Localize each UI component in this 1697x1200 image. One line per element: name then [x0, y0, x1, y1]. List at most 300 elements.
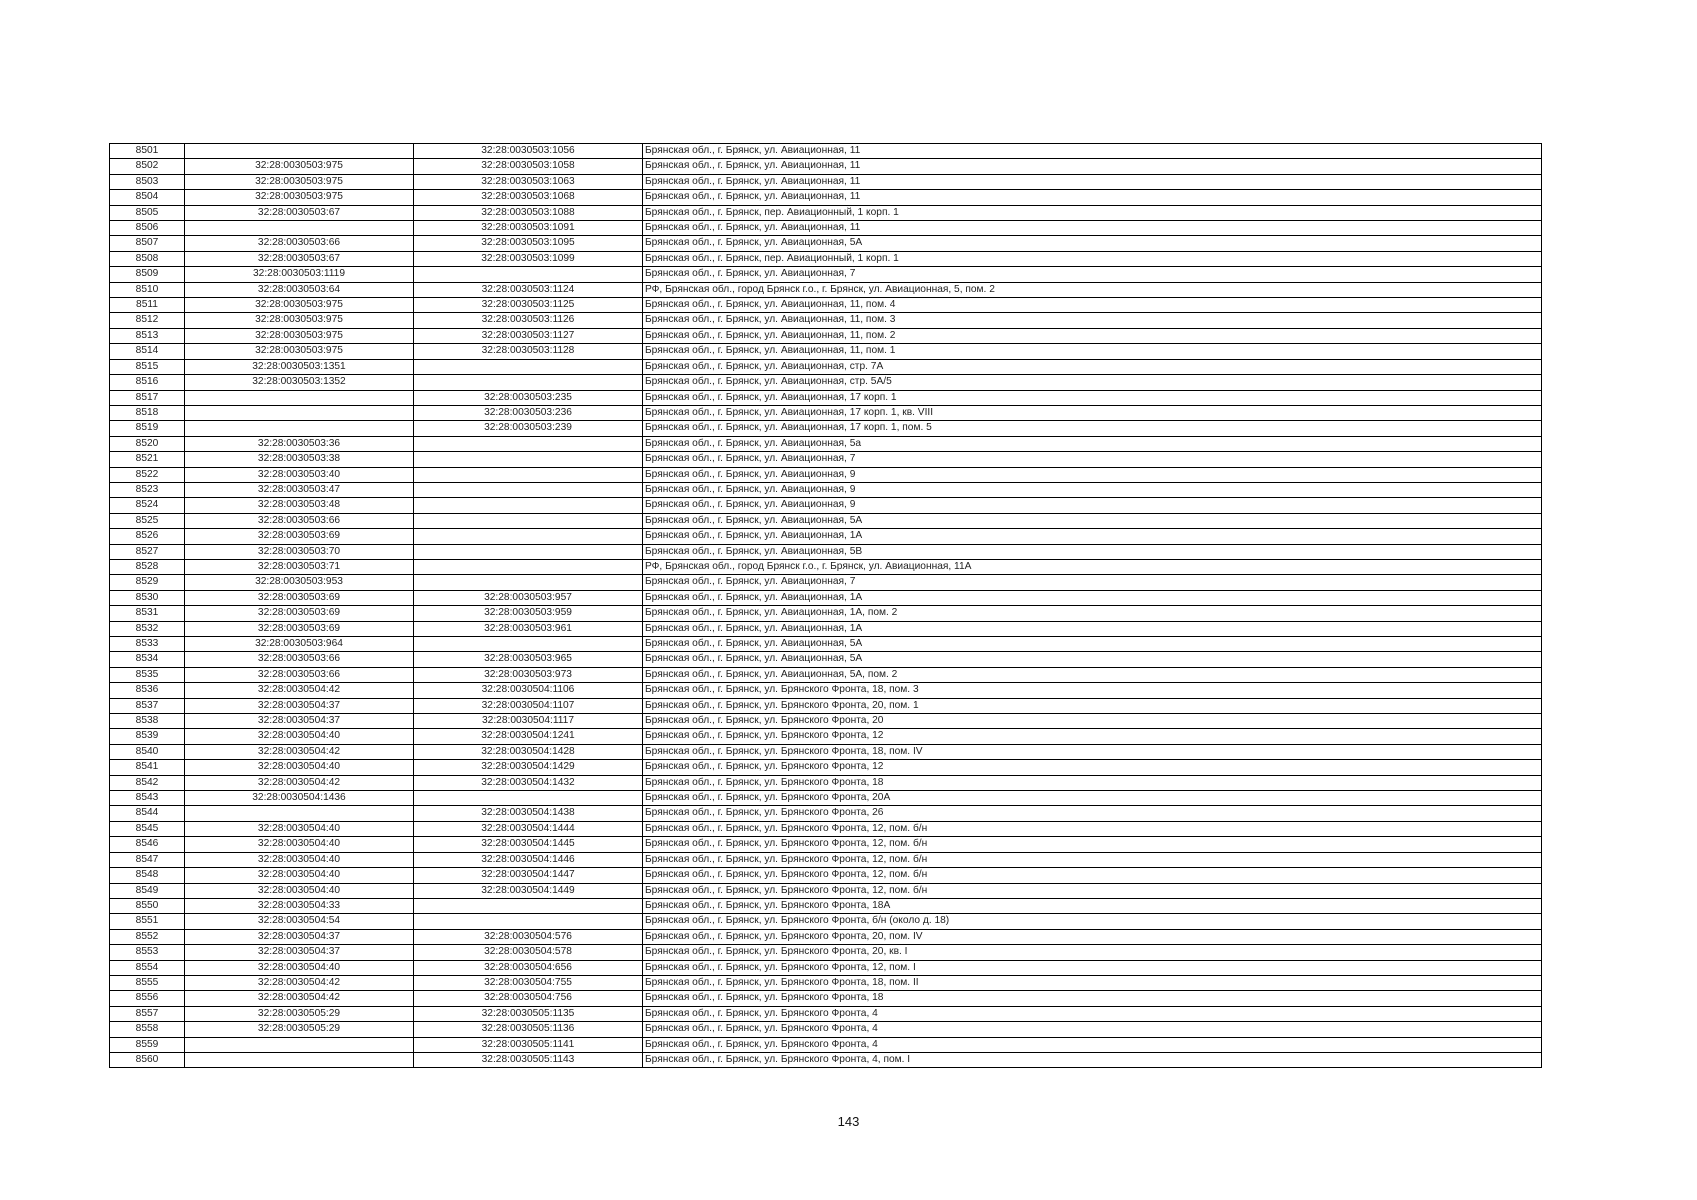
row-number-cell: 8509 [110, 267, 185, 282]
row-number-cell: 8511 [110, 298, 185, 313]
address-cell: Брянская обл., г. Брянск, ул. Авиационная, 1А [643, 621, 1542, 636]
table-row [110, 344, 1542, 359]
registry-table-body [110, 144, 1542, 1068]
parent-cadastral-number-cell: 32:28:0030505:29 [185, 1022, 414, 1037]
parent-cadastral-number-cell: 32:28:0030503:66 [185, 513, 414, 528]
address-cell: Брянская обл., г. Брянск, ул. Брянского Фронта, 12, пом. б/н [643, 883, 1542, 898]
address-cell: Брянская обл., г. Брянск, ул. Брянского Фронта, 4 [643, 1037, 1542, 1052]
address-cell: Брянская обл., г. Брянск, ул. Брянского Фронта, 12, пом. I [643, 960, 1542, 975]
cadastral-number-cell [414, 529, 643, 544]
cadastral-number-cell: 32:28:0030503:1056 [414, 144, 643, 159]
parent-cadastral-number-cell: 32:28:0030503:69 [185, 590, 414, 605]
parent-cadastral-number-cell: 32:28:0030504:54 [185, 914, 414, 929]
parent-cadastral-number-cell: 32:28:0030504:37 [185, 714, 414, 729]
row-number-cell: 8554 [110, 960, 185, 975]
table-row [110, 914, 1542, 929]
row-number-cell: 8507 [110, 236, 185, 251]
table-row [110, 221, 1542, 236]
row-number-cell: 8524 [110, 498, 185, 513]
cadastral-number-cell: 32:28:0030504:1447 [414, 868, 643, 883]
parent-cadastral-number-cell: 32:28:0030504:42 [185, 991, 414, 1006]
address-cell: Брянская обл., г. Брянск, ул. Брянского Фронта, 12, пом. б/н [643, 852, 1542, 867]
address-cell: РФ, Брянская обл., город Брянск г.о., г. Брянск, ул. Авиационная, 11А [643, 559, 1542, 574]
parent-cadastral-number-cell [185, 144, 414, 159]
cadastral-number-cell: 32:28:0030503:1124 [414, 282, 643, 297]
cadastral-number-cell: 32:28:0030505:1136 [414, 1022, 643, 1037]
row-number-cell: 8504 [110, 190, 185, 205]
row-number-cell: 8526 [110, 529, 185, 544]
cadastral-number-cell: 32:28:0030503:973 [414, 667, 643, 682]
parent-cadastral-number-cell [185, 1037, 414, 1052]
parent-cadastral-number-cell [185, 221, 414, 236]
row-number-cell: 8512 [110, 313, 185, 328]
page-number: 143 [837, 1114, 860, 1129]
row-number-cell: 8536 [110, 683, 185, 698]
cadastral-number-cell: 32:28:0030503:961 [414, 621, 643, 636]
parent-cadastral-number-cell: 32:28:0030504:42 [185, 744, 414, 759]
cadastral-number-cell: 32:28:0030503:1128 [414, 344, 643, 359]
table-row [110, 744, 1542, 759]
address-cell: Брянская обл., г. Брянск, пер. Авиационный, 1 корп. 1 [643, 205, 1542, 220]
table-row [110, 575, 1542, 590]
parent-cadastral-number-cell: 32:28:0030503:36 [185, 436, 414, 451]
table-row [110, 868, 1542, 883]
table-row [110, 667, 1542, 682]
row-number-cell: 8546 [110, 837, 185, 852]
address-cell: Брянская обл., г. Брянск, ул. Брянского Фронта, 12 [643, 729, 1542, 744]
parent-cadastral-number-cell: 32:28:0030503:975 [185, 328, 414, 343]
address-cell: Брянская обл., г. Брянск, ул. Авиационная, 11 [643, 190, 1542, 205]
cadastral-number-cell [414, 467, 643, 482]
address-cell: Брянская обл., г. Брянск, ул. Авиационная, 11 [643, 159, 1542, 174]
parent-cadastral-number-cell: 32:28:0030504:37 [185, 698, 414, 713]
address-cell: Брянская обл., г. Брянск, ул. Брянского Фронта, 18, пом. 3 [643, 683, 1542, 698]
table-row [110, 452, 1542, 467]
cadastral-number-cell: 32:28:0030504:1438 [414, 806, 643, 821]
cadastral-number-cell: 32:28:0030503:236 [414, 405, 643, 420]
parent-cadastral-number-cell: 32:28:0030504:37 [185, 929, 414, 944]
address-cell: Брянская обл., г. Брянск, ул. Авиационная, 11 [643, 144, 1542, 159]
parent-cadastral-number-cell: 32:28:0030503:975 [185, 313, 414, 328]
cadastral-number-cell: 32:28:0030503:1126 [414, 313, 643, 328]
row-number-cell: 8555 [110, 975, 185, 990]
row-number-cell: 8556 [110, 991, 185, 1006]
cadastral-number-cell: 32:28:0030504:1107 [414, 698, 643, 713]
table-row [110, 205, 1542, 220]
table-row [110, 821, 1542, 836]
cadastral-number-cell: 32:28:0030503:957 [414, 590, 643, 605]
table-row [110, 251, 1542, 266]
row-number-cell: 8547 [110, 852, 185, 867]
address-cell: Брянская обл., г. Брянск, ул. Авиационная, 7 [643, 575, 1542, 590]
table-row [110, 975, 1542, 990]
cadastral-number-cell: 32:28:0030504:1117 [414, 714, 643, 729]
table-row [110, 1037, 1542, 1052]
table-row [110, 960, 1542, 975]
row-number-cell: 8545 [110, 821, 185, 836]
address-cell: Брянская обл., г. Брянск, ул. Авиационная, 11, пом. 1 [643, 344, 1542, 359]
table-row [110, 544, 1542, 559]
row-number-cell: 8552 [110, 929, 185, 944]
row-number-cell: 8506 [110, 221, 185, 236]
cadastral-number-cell: 32:28:0030504:1432 [414, 775, 643, 790]
row-number-cell: 8505 [110, 205, 185, 220]
cadastral-number-cell [414, 513, 643, 528]
address-cell: Брянская обл., г. Брянск, ул. Брянского Фронта, 4, пом. I [643, 1052, 1542, 1067]
parent-cadastral-number-cell: 32:28:0030504:40 [185, 852, 414, 867]
address-cell: Брянская обл., г. Брянск, ул. Брянского Фронта, б/н (около д. 18) [643, 914, 1542, 929]
cadastral-number-cell: 32:28:0030504:755 [414, 975, 643, 990]
table-row [110, 945, 1542, 960]
address-cell: Брянская обл., г. Брянск, ул. Брянского Фронта, 12 [643, 760, 1542, 775]
parent-cadastral-number-cell [185, 390, 414, 405]
row-number-cell: 8508 [110, 251, 185, 266]
row-number-cell: 8517 [110, 390, 185, 405]
address-cell: Брянская обл., г. Брянск, ул. Авиационная, 17 корп. 1 [643, 390, 1542, 405]
table-row [110, 482, 1542, 497]
table-row [110, 467, 1542, 482]
cadastral-number-cell: 32:28:0030503:1127 [414, 328, 643, 343]
cadastral-number-cell: 32:28:0030505:1135 [414, 1006, 643, 1021]
row-number-cell: 8560 [110, 1052, 185, 1067]
address-cell: Брянская обл., г. Брянск, ул. Авиационная, 11 [643, 221, 1542, 236]
address-cell: Брянская обл., г. Брянск, ул. Авиационная, 1А [643, 590, 1542, 605]
row-number-cell: 8540 [110, 744, 185, 759]
parent-cadastral-number-cell: 32:28:0030503:964 [185, 637, 414, 652]
parent-cadastral-number-cell: 32:28:0030503:70 [185, 544, 414, 559]
cadastral-number-cell: 32:28:0030505:1141 [414, 1037, 643, 1052]
parent-cadastral-number-cell: 32:28:0030504:42 [185, 975, 414, 990]
row-number-cell: 8523 [110, 482, 185, 497]
parent-cadastral-number-cell: 32:28:0030503:67 [185, 205, 414, 220]
address-cell: Брянская обл., г. Брянск, ул. Брянского Фронта, 18А [643, 898, 1542, 913]
row-number-cell: 8535 [110, 667, 185, 682]
parent-cadastral-number-cell: 32:28:0030503:1351 [185, 359, 414, 374]
address-cell: Брянская обл., г. Брянск, ул. Брянского Фронта, 18, пом. IV [643, 744, 1542, 759]
cadastral-number-cell: 32:28:0030504:756 [414, 991, 643, 1006]
parent-cadastral-number-cell [185, 405, 414, 420]
cadastral-number-cell [414, 452, 643, 467]
table-row [110, 637, 1542, 652]
row-number-cell: 8519 [110, 421, 185, 436]
address-cell: Брянская обл., г. Брянск, ул. Брянского Фронта, 12, пом. б/н [643, 868, 1542, 883]
address-cell: Брянская обл., г. Брянск, ул. Авиационная, 11 [643, 174, 1542, 189]
cadastral-number-cell: 32:28:0030504:1429 [414, 760, 643, 775]
table-row [110, 282, 1542, 297]
address-cell: Брянская обл., г. Брянск, пер. Авиационный, 1 корп. 1 [643, 251, 1542, 266]
row-number-cell: 8502 [110, 159, 185, 174]
table-row [110, 1006, 1542, 1021]
table-row [110, 313, 1542, 328]
cadastral-number-cell: 32:28:0030503:239 [414, 421, 643, 436]
address-cell: Брянская обл., г. Брянск, ул. Авиационная, 9 [643, 467, 1542, 482]
row-number-cell: 8516 [110, 375, 185, 390]
parent-cadastral-number-cell: 32:28:0030504:42 [185, 683, 414, 698]
table-row [110, 683, 1542, 698]
table-row [110, 174, 1542, 189]
parent-cadastral-number-cell: 32:28:0030504:40 [185, 821, 414, 836]
parent-cadastral-number-cell: 32:28:0030504:40 [185, 760, 414, 775]
parent-cadastral-number-cell: 32:28:0030504:40 [185, 883, 414, 898]
address-cell: Брянская обл., г. Брянск, ул. Авиационная, 11, пом. 4 [643, 298, 1542, 313]
row-number-cell: 8513 [110, 328, 185, 343]
address-cell: Брянская обл., г. Брянск, ул. Брянского Фронта, 20 [643, 714, 1542, 729]
row-number-cell: 8522 [110, 467, 185, 482]
table-row [110, 806, 1542, 821]
table-row [110, 359, 1542, 374]
parent-cadastral-number-cell: 32:28:0030504:40 [185, 960, 414, 975]
registry-table [109, 143, 1542, 1068]
table-row [110, 328, 1542, 343]
table-row [110, 621, 1542, 636]
row-number-cell: 8531 [110, 606, 185, 621]
table-row [110, 298, 1542, 313]
table-row [110, 236, 1542, 251]
cadastral-number-cell: 32:28:0030504:1444 [414, 821, 643, 836]
cadastral-number-cell [414, 359, 643, 374]
row-number-cell: 8521 [110, 452, 185, 467]
parent-cadastral-number-cell: 32:28:0030503:69 [185, 606, 414, 621]
table-row [110, 144, 1542, 159]
table-row [110, 929, 1542, 944]
parent-cadastral-number-cell: 32:28:0030503:975 [185, 159, 414, 174]
row-number-cell: 8549 [110, 883, 185, 898]
parent-cadastral-number-cell: 32:28:0030504:37 [185, 945, 414, 960]
address-cell: Брянская обл., г. Брянск, ул. Авиационная, 7 [643, 452, 1542, 467]
cadastral-number-cell [414, 898, 643, 913]
row-number-cell: 8538 [110, 714, 185, 729]
address-cell: Брянская обл., г. Брянск, ул. Авиационная, 5А [643, 513, 1542, 528]
cadastral-number-cell: 32:28:0030504:1241 [414, 729, 643, 744]
table-row [110, 513, 1542, 528]
cadastral-number-cell [414, 637, 643, 652]
address-cell: Брянская обл., г. Брянск, ул. Брянского Фронта, 20, пом. 1 [643, 698, 1542, 713]
row-number-cell: 8528 [110, 559, 185, 574]
cadastral-number-cell: 32:28:0030503:1068 [414, 190, 643, 205]
address-cell: Брянская обл., г. Брянск, ул. Авиационная, 5А [643, 652, 1542, 667]
table-row [110, 267, 1542, 282]
parent-cadastral-number-cell: 32:28:0030503:66 [185, 667, 414, 682]
address-cell: Брянская обл., г. Брянск, ул. Авиационная, 7 [643, 267, 1542, 282]
table-row [110, 436, 1542, 451]
parent-cadastral-number-cell: 32:28:0030503:975 [185, 298, 414, 313]
row-number-cell: 8543 [110, 791, 185, 806]
address-cell: Брянская обл., г. Брянск, ул. Брянского Фронта, 4 [643, 1022, 1542, 1037]
cadastral-number-cell: 32:28:0030503:1095 [414, 236, 643, 251]
row-number-cell: 8532 [110, 621, 185, 636]
table-row [110, 606, 1542, 621]
parent-cadastral-number-cell: 32:28:0030503:69 [185, 621, 414, 636]
row-number-cell: 8518 [110, 405, 185, 420]
table-row [110, 590, 1542, 605]
cadastral-number-cell: 32:28:0030503:1125 [414, 298, 643, 313]
address-cell: Брянская обл., г. Брянск, ул. Брянского Фронта, 18, пом. II [643, 975, 1542, 990]
cadastral-number-cell: 32:28:0030504:1106 [414, 683, 643, 698]
cadastral-number-cell: 32:28:0030503:1091 [414, 221, 643, 236]
cadastral-number-cell: 32:28:0030503:965 [414, 652, 643, 667]
address-cell: Брянская обл., г. Брянск, ул. Авиационная, 5А, пом. 2 [643, 667, 1542, 682]
table-row [110, 837, 1542, 852]
cadastral-number-cell: 32:28:0030503:1088 [414, 205, 643, 220]
table-row [110, 498, 1542, 513]
cadastral-number-cell [414, 498, 643, 513]
cadastral-number-cell: 32:28:0030504:656 [414, 960, 643, 975]
parent-cadastral-number-cell: 32:28:0030503:38 [185, 452, 414, 467]
table-row [110, 652, 1542, 667]
table-row [110, 375, 1542, 390]
table-row [110, 421, 1542, 436]
parent-cadastral-number-cell: 32:28:0030503:1119 [185, 267, 414, 282]
cadastral-number-cell [414, 575, 643, 590]
row-number-cell: 8541 [110, 760, 185, 775]
address-cell: Брянская обл., г. Брянск, ул. Авиационная, 9 [643, 482, 1542, 497]
parent-cadastral-number-cell: 32:28:0030503:66 [185, 236, 414, 251]
row-number-cell: 8527 [110, 544, 185, 559]
address-cell: Брянская обл., г. Брянск, ул. Авиационная, 5А [643, 637, 1542, 652]
parent-cadastral-number-cell: 32:28:0030503:48 [185, 498, 414, 513]
table-row [110, 898, 1542, 913]
row-number-cell: 8542 [110, 775, 185, 790]
row-number-cell: 8514 [110, 344, 185, 359]
row-number-cell: 8510 [110, 282, 185, 297]
table-row [110, 714, 1542, 729]
cadastral-number-cell [414, 375, 643, 390]
address-cell: Брянская обл., г. Брянск, ул. Авиационная, 9 [643, 498, 1542, 513]
row-number-cell: 8515 [110, 359, 185, 374]
table-row [110, 529, 1542, 544]
parent-cadastral-number-cell: 32:28:0030504:33 [185, 898, 414, 913]
cadastral-number-cell [414, 791, 643, 806]
table-row [110, 390, 1542, 405]
parent-cadastral-number-cell: 32:28:0030503:67 [185, 251, 414, 266]
table-row [110, 559, 1542, 574]
table-row [110, 159, 1542, 174]
table-row [110, 1022, 1542, 1037]
address-cell: Брянская обл., г. Брянск, ул. Брянского Фронта, 26 [643, 806, 1542, 821]
table-row [110, 791, 1542, 806]
row-number-cell: 8501 [110, 144, 185, 159]
row-number-cell: 8537 [110, 698, 185, 713]
parent-cadastral-number-cell: 32:28:0030504:1436 [185, 791, 414, 806]
cadastral-number-cell: 32:28:0030503:1063 [414, 174, 643, 189]
address-cell: Брянская обл., г. Брянск, ул. Авиационная, 1А [643, 529, 1542, 544]
address-cell: Брянская обл., г. Брянск, ул. Брянского Фронта, 4 [643, 1006, 1542, 1021]
cadastral-number-cell: 32:28:0030504:1449 [414, 883, 643, 898]
address-cell: Брянская обл., г. Брянск, ул. Брянского Фронта, 12, пом. б/н [643, 837, 1542, 852]
address-cell: Брянская обл., г. Брянск, ул. Авиационная, стр. 5А/5 [643, 375, 1542, 390]
parent-cadastral-number-cell: 32:28:0030503:975 [185, 174, 414, 189]
row-number-cell: 8548 [110, 868, 185, 883]
parent-cadastral-number-cell: 32:28:0030503:975 [185, 190, 414, 205]
address-cell: Брянская обл., г. Брянск, ул. Авиационная, 5В [643, 544, 1542, 559]
parent-cadastral-number-cell: 32:28:0030503:64 [185, 282, 414, 297]
row-number-cell: 8550 [110, 898, 185, 913]
cadastral-number-cell: 32:28:0030503:959 [414, 606, 643, 621]
cadastral-number-cell: 32:28:0030505:1143 [414, 1052, 643, 1067]
table-row [110, 698, 1542, 713]
row-number-cell: 8534 [110, 652, 185, 667]
parent-cadastral-number-cell: 32:28:0030504:40 [185, 837, 414, 852]
table-row [110, 991, 1542, 1006]
cadastral-number-cell [414, 436, 643, 451]
parent-cadastral-number-cell: 32:28:0030503:71 [185, 559, 414, 574]
table-row [110, 405, 1542, 420]
cadastral-number-cell: 32:28:0030503:235 [414, 390, 643, 405]
table-row [110, 190, 1542, 205]
parent-cadastral-number-cell: 32:28:0030505:29 [185, 1006, 414, 1021]
cadastral-number-cell: 32:28:0030504:1446 [414, 852, 643, 867]
cadastral-number-cell [414, 914, 643, 929]
row-number-cell: 8551 [110, 914, 185, 929]
parent-cadastral-number-cell: 32:28:0030504:40 [185, 729, 414, 744]
address-cell: Брянская обл., г. Брянск, ул. Авиационная, 11, пом. 3 [643, 313, 1542, 328]
row-number-cell: 8520 [110, 436, 185, 451]
parent-cadastral-number-cell: 32:28:0030503:953 [185, 575, 414, 590]
parent-cadastral-number-cell: 32:28:0030503:66 [185, 652, 414, 667]
parent-cadastral-number-cell [185, 1052, 414, 1067]
table-row [110, 1052, 1542, 1067]
row-number-cell: 8539 [110, 729, 185, 744]
address-cell: Брянская обл., г. Брянск, ул. Авиационная, стр. 7А [643, 359, 1542, 374]
cadastral-number-cell: 32:28:0030504:578 [414, 945, 643, 960]
cadastral-number-cell: 32:28:0030503:1099 [414, 251, 643, 266]
address-cell: Брянская обл., г. Брянск, ул. Брянского Фронта, 20, пом. IV [643, 929, 1542, 944]
address-cell: Брянская обл., г. Брянск, ул. Брянского Фронта, 20А [643, 791, 1542, 806]
cadastral-number-cell [414, 559, 643, 574]
parent-cadastral-number-cell: 32:28:0030503:1352 [185, 375, 414, 390]
parent-cadastral-number-cell: 32:28:0030503:47 [185, 482, 414, 497]
cadastral-number-cell: 32:28:0030504:1445 [414, 837, 643, 852]
address-cell: Брянская обл., г. Брянск, ул. Авиационная, 5а [643, 436, 1542, 451]
row-number-cell: 8503 [110, 174, 185, 189]
address-cell: РФ, Брянская обл., город Брянск г.о., г. Брянск, ул. Авиационная, 5, пом. 2 [643, 282, 1542, 297]
cadastral-number-cell: 32:28:0030504:1428 [414, 744, 643, 759]
address-cell: Брянская обл., г. Брянск, ул. Авиационная, 17 корп. 1, кв. VIII [643, 405, 1542, 420]
table-row [110, 760, 1542, 775]
parent-cadastral-number-cell: 32:28:0030504:40 [185, 868, 414, 883]
parent-cadastral-number-cell [185, 806, 414, 821]
row-number-cell: 8559 [110, 1037, 185, 1052]
row-number-cell: 8530 [110, 590, 185, 605]
address-cell: Брянская обл., г. Брянск, ул. Брянского Фронта, 18 [643, 775, 1542, 790]
parent-cadastral-number-cell: 32:28:0030503:69 [185, 529, 414, 544]
address-cell: Брянская обл., г. Брянск, ул. Авиационная, 17 корп. 1, пом. 5 [643, 421, 1542, 436]
cadastral-number-cell: 32:28:0030503:1058 [414, 159, 643, 174]
row-number-cell: 8557 [110, 1006, 185, 1021]
table-row [110, 729, 1542, 744]
address-cell: Брянская обл., г. Брянск, ул. Брянского Фронта, 18 [643, 991, 1542, 1006]
row-number-cell: 8558 [110, 1022, 185, 1037]
cadastral-number-cell [414, 482, 643, 497]
table-row [110, 775, 1542, 790]
row-number-cell: 8544 [110, 806, 185, 821]
address-cell: Брянская обл., г. Брянск, ул. Авиационная, 5А [643, 236, 1542, 251]
row-number-cell: 8553 [110, 945, 185, 960]
parent-cadastral-number-cell [185, 421, 414, 436]
parent-cadastral-number-cell: 32:28:0030503:40 [185, 467, 414, 482]
parent-cadastral-number-cell: 32:28:0030503:975 [185, 344, 414, 359]
address-cell: Брянская обл., г. Брянск, ул. Брянского Фронта, 12, пом. б/н [643, 821, 1542, 836]
address-cell: Брянская обл., г. Брянск, ул. Авиационная, 1А, пом. 2 [643, 606, 1542, 621]
row-number-cell: 8533 [110, 637, 185, 652]
address-cell: Брянская обл., г. Брянск, ул. Авиационная, 11, пом. 2 [643, 328, 1542, 343]
cadastral-number-cell [414, 544, 643, 559]
table-row [110, 883, 1542, 898]
row-number-cell: 8525 [110, 513, 185, 528]
cadastral-number-cell: 32:28:0030504:576 [414, 929, 643, 944]
table-row [110, 852, 1542, 867]
parent-cadastral-number-cell: 32:28:0030504:42 [185, 775, 414, 790]
